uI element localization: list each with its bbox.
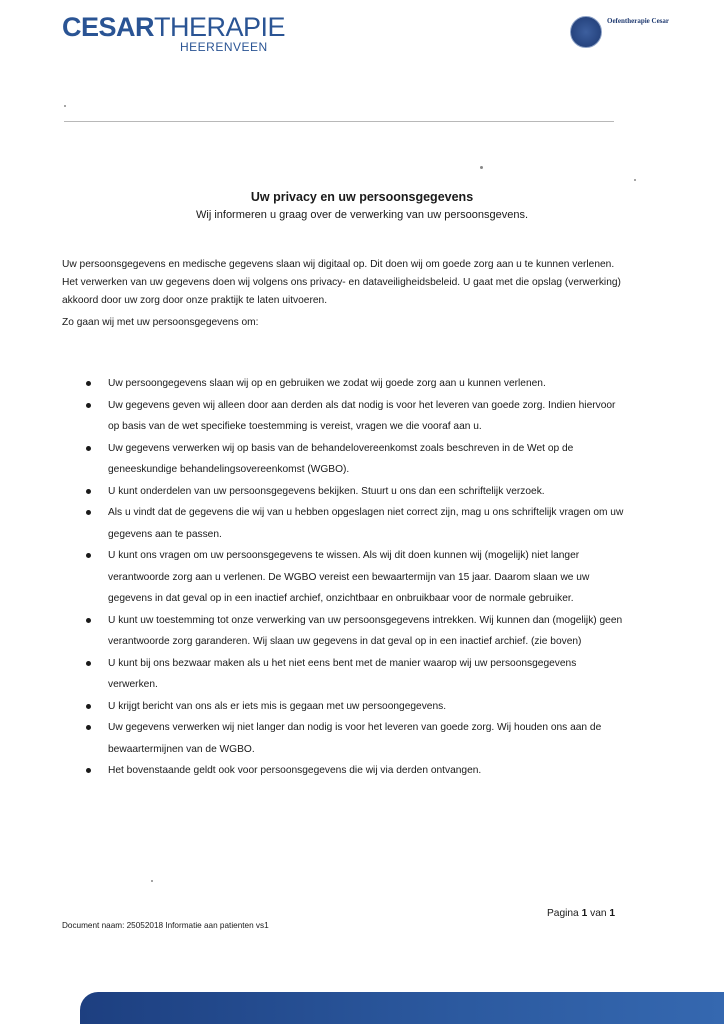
footer-bar <box>80 992 724 1024</box>
seal-logo-icon <box>570 16 602 48</box>
logo-wordmark <box>62 12 285 42</box>
scan-speck <box>151 880 153 882</box>
list-item <box>86 502 626 545</box>
list-item <box>86 610 626 653</box>
header-divider <box>64 121 614 122</box>
list-item <box>86 717 626 760</box>
list-item-text: U kunt bij ons bezwaar maken als u het niet eens bent met de manier waarop wij uw persoonsgegevens verwerken. <box>108 657 577 690</box>
list-item <box>86 653 626 696</box>
list-item-text: Uw gegevens geven wij alleen door aan derden als dat nodig is voor het leveren van goede zorg. Indien hiervoor op basis van de wet specifieke toestemming is vereist, vragen we die vooraf aan u. <box>108 399 616 432</box>
scan-speck <box>480 166 483 169</box>
document-title: Uw privacy en uw persoonsgegevens <box>250 190 474 204</box>
privacy-bullet-list <box>86 373 626 782</box>
bullet-icon <box>86 704 91 709</box>
list-item-text: Uw gegevens verwerken wij op basis van de behandelovereenkomst zoals beschreven in de Wet op de geneeskundige behandelingsovereenkomst (WGBO). <box>108 442 574 475</box>
bullet-icon <box>86 489 91 494</box>
scan-speck <box>64 105 66 107</box>
list-item-text: U kunt onderdelen van uw persoonsgegevens bekijken. Stuurt u ons dan een schriftelijk verzoek. <box>108 485 545 497</box>
list-item-text: Als u vindt dat de gegevens die wij van u hebben opgeslagen niet correct zijn, mag u ons schriftelijk vragen om uw gegevens aan te passen. <box>108 507 624 540</box>
bullet-icon <box>86 661 91 666</box>
list-item-text: U kunt ons vragen om uw persoonsgegevens te wissen. Als wij dit doen kunnen wij (mogelijk) niet langer verantwoorde zorg aan u verlenen. De WGBO vereist een bewaartermijn van 15 jaar. Daarom slaan we uw gegevens in dat geval op in een inactief archief, onzichtbaar en onbruikbaar voor de normale gebruiker. <box>108 550 590 604</box>
page-current: 1 <box>581 908 588 919</box>
list-item <box>86 545 626 610</box>
bullet-icon <box>86 553 91 558</box>
bullet-icon <box>86 446 91 451</box>
list-item <box>86 438 626 481</box>
cesar-therapie-logo <box>62 12 322 54</box>
logo-bold-text: CESAR <box>62 12 155 42</box>
list-item-text: Het bovenstaande geldt ook voor persoonsgegevens die wij via derden ontvangen. <box>108 765 482 776</box>
bullet-icon <box>86 381 91 386</box>
document-subtitle: Wij informeren u graag over de verwerking van uw persoonsgevens. <box>196 209 528 221</box>
page-label: Pagina <box>547 908 579 919</box>
list-item <box>86 696 626 718</box>
list-item <box>86 481 626 503</box>
list-item-text: Uw gegevens verwerken wij niet langer dan nodig is voor het leveren van goede zorg. Wij houden ons aan de bewaartermijnen van de WGBO. <box>108 722 602 755</box>
list-item <box>86 373 626 395</box>
list-item <box>86 760 626 782</box>
logo-regular-text: THERAPIE <box>154 12 286 42</box>
bullet-icon <box>86 403 91 408</box>
list-item <box>86 395 626 438</box>
scan-speck <box>634 179 636 181</box>
list-item-text: U kunt uw toestemming tot onze verwerking van uw persoonsgegevens intrekken. Wij kunnen dan (mogelijk) geen verantwoorde zorg garanderen. Wij slaan uw gegevens in dat geval op in een inactief archief. (zie boven) <box>108 614 623 647</box>
page-of: van <box>590 908 607 919</box>
list-lead-text: Zo gaan wij met uw persoonsgegevens om: <box>62 317 259 328</box>
bullet-icon <box>86 618 91 623</box>
intro-paragraph: Uw persoonsgegevens en medische gegevens slaan wij digitaal op. Dit doen wij om goede zorg aan u te kunnen verlenen. Het verwerken van uw gegevens doen wij volgens ons privacy- en dataveiligheidsbeleid. U gaat met die opslag (verwerking) akkoord door uw zorg door onze praktijk te laten uitvoeren. <box>62 259 621 306</box>
page-total: 1 <box>609 908 616 919</box>
logo-subtitle: HEERENVEEN <box>180 40 268 54</box>
page-number <box>547 908 615 919</box>
document-name: Document naam: 25052018 Informatie aan patienten vs1 <box>62 921 269 930</box>
seal-text: Oefentherapie Cesar <box>607 17 670 25</box>
list-item-text: U krijgt bericht van ons als er iets mis is gegaan met uw persoongegevens. <box>108 700 447 712</box>
bullet-icon <box>86 510 91 515</box>
bullet-icon <box>86 725 91 730</box>
list-item-text: Uw persoongegevens slaan wij op en gebruiken we zodat wij goede zorg aan u kunnen verlenen. <box>108 378 546 389</box>
bullet-icon <box>86 768 91 773</box>
